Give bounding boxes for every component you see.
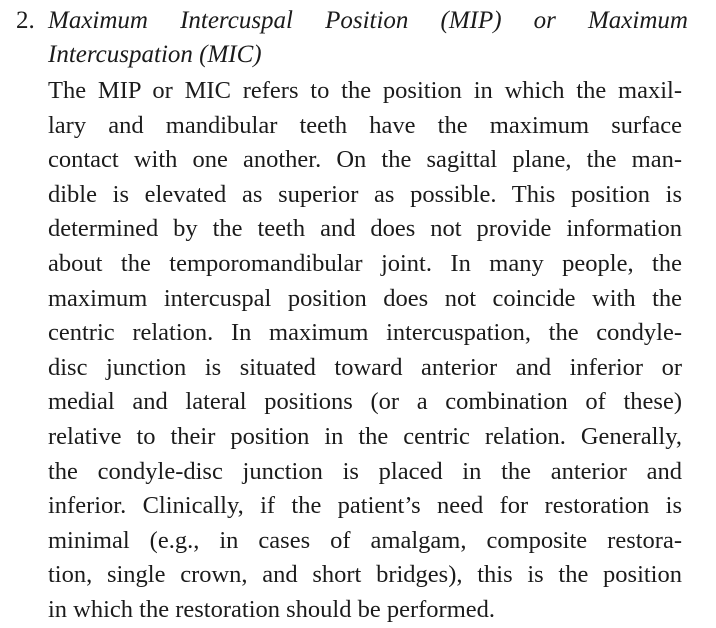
paragraph-line: the condyle-disc junction is placed in the anterior and — [48, 457, 682, 485]
paragraph-line: determined by the teeth and does not provide information — [48, 215, 682, 243]
section-heading-line-2: Intercuspation (MIC) — [48, 41, 262, 68]
paragraph-line: about the temporomandibular joint. In many people, the — [48, 249, 682, 277]
paragraph-line: medial and lateral positions (or a combination of these) — [48, 388, 682, 416]
paragraph-line: contact with one another. On the sagittal plane, the man- — [48, 146, 682, 174]
paragraph-line: disc junction is situated toward anterior and inferior or — [48, 353, 682, 381]
heading-word: Maximum — [48, 7, 148, 34]
heading-word: Position — [325, 7, 409, 34]
paragraph-line: lary and mandibular teeth have the maximum surface — [48, 111, 682, 139]
heading-word: or — [533, 7, 556, 34]
heading-word: Intercuspal — [180, 7, 294, 34]
paragraph-line: relative to their position in the centric relation. Generally, — [48, 422, 682, 450]
section-number: 2. — [16, 7, 35, 34]
paragraph-line: dible is elevated as superior as possible. This position is — [48, 180, 682, 208]
paragraph-line: in which the restoration should be performed. — [48, 595, 496, 623]
paragraph-line: The MIP or MIC refers to the position in which the maxil- — [48, 77, 682, 104]
section-heading-line-1 — [16, 4, 688, 38]
section-heading — [16, 4, 688, 72]
paragraph-line: centric relation. In maximum intercuspation, the condyle- — [48, 319, 682, 347]
paragraph-line: minimal (e.g., in cases of amalgam, composite restora- — [48, 526, 682, 554]
paragraph-line: tion, single crown, and short bridges), this is the position — [48, 561, 682, 589]
paragraph-line: inferior. Clinically, if the patient’s need for restoration is — [48, 492, 682, 520]
paragraph-line: maximum intercuspal position does not coincide with the — [48, 284, 682, 312]
heading-word: (MIP) — [440, 7, 502, 34]
section-paragraph — [48, 74, 682, 628]
heading-word: Maximum — [587, 7, 688, 34]
